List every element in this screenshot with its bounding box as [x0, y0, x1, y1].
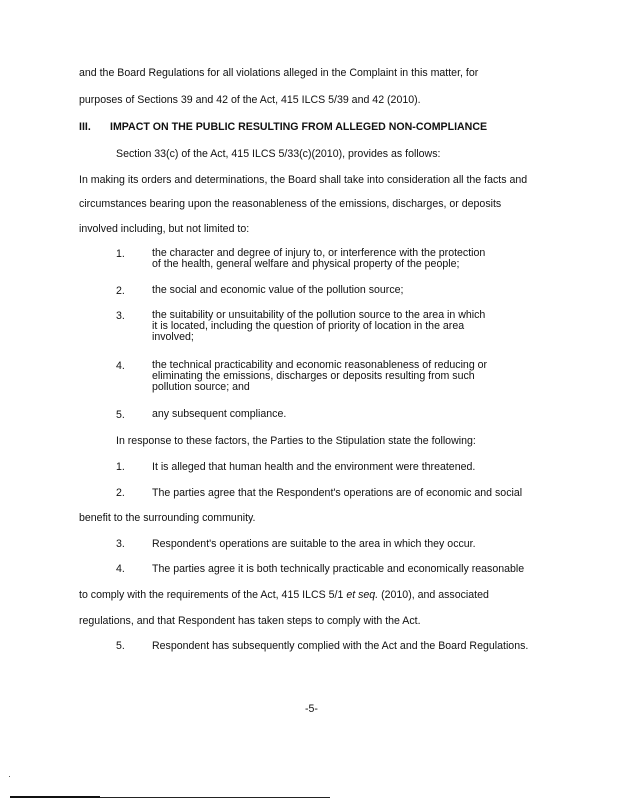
factor-3-line-1: the suitability or unsuitability of the pollution source to the area in which	[152, 309, 486, 321]
paragraph-line-2: purposes of Sections 39 and 42 of the Act, 415 ILCS 5/39 and 42 (2010).	[79, 94, 421, 106]
factor-1-line-2: of the health, general welfare and physical property of the people;	[152, 258, 460, 270]
response-4-number: 4.	[116, 563, 125, 575]
quote-line-3: involved including, but not limited to:	[79, 223, 250, 235]
quote-line-2: circumstances bearing upon the reasonableness of the emissions, discharges, or deposits	[79, 198, 502, 210]
et-seq-italic: et seq.	[346, 589, 379, 601]
page-number: -5-	[305, 703, 318, 715]
response-5-number: 5.	[116, 640, 125, 652]
factor-4-line-3: pollution source; and	[152, 381, 250, 393]
response-2-line-2: benefit to the surrounding community.	[79, 512, 256, 524]
factor-4-number: 4.	[116, 360, 125, 372]
response-intro: In response to these factors, the Parties to the Stipulation state the following:	[116, 435, 476, 447]
factor-2-line-1: the social and economic value of the pollution source;	[152, 284, 404, 296]
factor-3-line-2: it is located, including the question of priority of location in the area	[152, 320, 465, 332]
factor-1-number: 1.	[116, 248, 125, 260]
response-4-line-2-start: to comply with the requirements of the Act, 415 ILCS 5/1	[79, 589, 347, 601]
intro-line: Section 33(c) of the Act, 415 ILCS 5/33(c)(2010), provides as follows:	[116, 148, 441, 160]
response-4-line-2	[79, 589, 489, 601]
response-3-text: Respondent's operations are suitable to the area in which they occur.	[152, 538, 476, 550]
response-1-number: 1.	[116, 461, 125, 473]
factor-3-number: 3.	[116, 310, 125, 322]
factor-5-number: 5.	[116, 409, 125, 421]
response-3-number: 3.	[116, 538, 125, 550]
response-2-number: 2.	[116, 487, 125, 499]
scan-speck	[9, 776, 10, 777]
factor-5-line-1: any subsequent compliance.	[152, 408, 287, 420]
response-5-text: Respondent has subsequently complied with the Act and the Board Regulations.	[152, 640, 529, 652]
paragraph-line-1: and the Board Regulations for all violations alleged in the Complaint in this matter, for	[79, 67, 479, 79]
response-4-line-3: regulations, and that Respondent has taken steps to comply with the Act.	[79, 615, 421, 627]
response-4-line-1: The parties agree it is both technically practicable and economically reasonable	[152, 563, 525, 575]
factor-4-line-2: eliminating the emissions, discharges or deposits resulting from such	[152, 370, 475, 382]
factor-1-line-1: the character and degree of injury to, or interference with the protection	[152, 247, 486, 259]
footer-rule-left	[10, 796, 100, 798]
response-4-line-2-end: (2010), and associated	[378, 589, 489, 601]
factor-4-line-1: the technical practicability and economic reasonableness of reducing or	[152, 359, 488, 371]
quote-line-1: In making its orders and determinations, the Board shall take into consideration all the facts and	[79, 174, 528, 186]
factor-3-line-3: involved;	[152, 331, 194, 343]
section-title: IMPACT ON THE PUBLIC RESULTING FROM ALLEGED NON-COMPLIANCE	[110, 121, 488, 133]
factor-2-number: 2.	[116, 285, 125, 297]
footer-rule-right	[100, 797, 330, 798]
section-numeral: III.	[79, 121, 91, 133]
response-2-line-1: The parties agree that the Respondent's operations are of economic and social	[152, 487, 523, 499]
response-1-text: It is alleged that human health and the environment were threatened.	[152, 461, 476, 473]
